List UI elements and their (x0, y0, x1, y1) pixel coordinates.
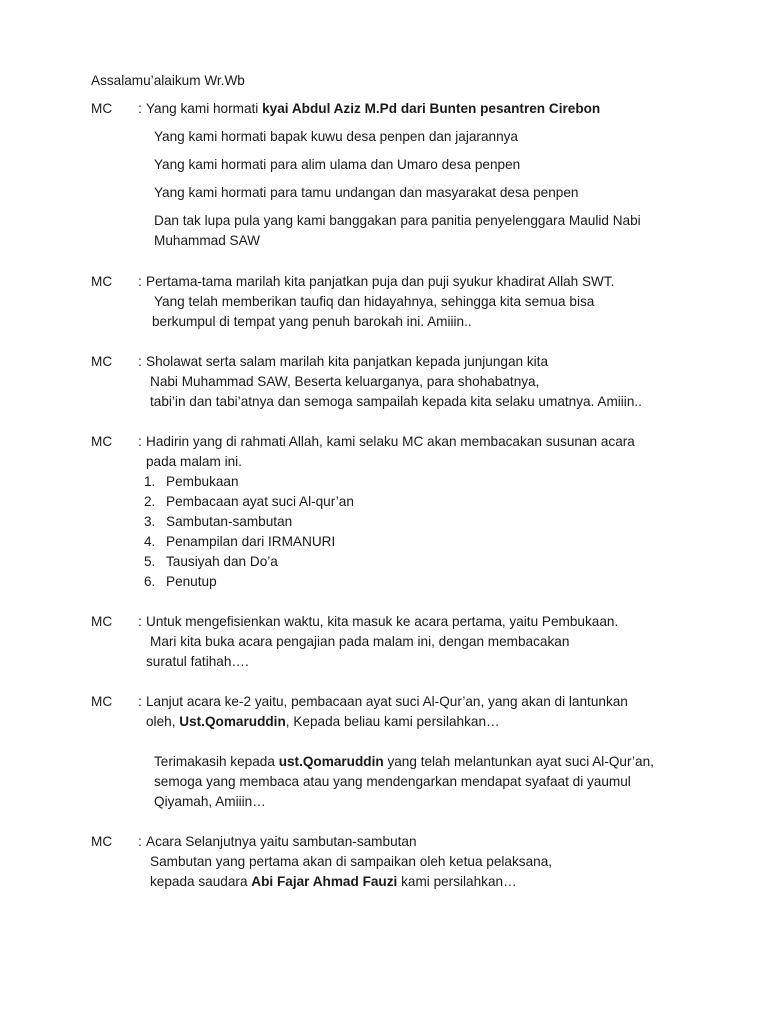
greeting: Assalamu’alaikum Wr.Wb (91, 73, 245, 88)
text-line: Untuk mengefisienkan waktu, kita masuk ke acara pertama, yaitu Pembukaan. (146, 614, 619, 629)
speaker-label: MC (91, 834, 113, 849)
colon: : (138, 614, 142, 629)
text-run: , Kepada beliau kami persilahkan… (285, 714, 500, 729)
text-line: Muhammad SAW (154, 233, 261, 248)
agenda-number: 1. (144, 474, 156, 489)
text-line: Sambutan yang pertama akan di sampaikan oleh ketua pelaksana, (150, 854, 553, 869)
agenda-number: 5. (144, 554, 156, 569)
text-line (146, 752, 741, 772)
agenda-number: 4. (144, 534, 156, 549)
text-run: yang telah melantunkan ayat suci Al-Qur’an, (383, 754, 654, 769)
colon: : (138, 434, 142, 449)
section-body (146, 272, 741, 332)
mc-section-5 (91, 612, 741, 676)
text-line: Qiyamah, Amiiin… (154, 794, 266, 809)
section-body (146, 612, 741, 672)
agenda-text: Penutup (166, 574, 217, 589)
speaker-label: MC (91, 101, 113, 116)
mc-section-4 (91, 432, 741, 596)
agenda-number: 6. (144, 574, 156, 589)
speaker-label: MC (91, 694, 113, 709)
text-line: Sholawat serta salam marilah kita panjatkan kepada junjungan kita (146, 354, 549, 369)
text-line (146, 99, 741, 119)
agenda-item (146, 472, 741, 492)
agenda-item (146, 552, 741, 572)
text-line (146, 872, 741, 892)
agenda-number: 3. (144, 514, 156, 529)
text-line: pada malam ini. (146, 454, 242, 469)
text-line: Dan tak lupa pula yang kami banggakan para panitia penyelenggara Maulid Nabi (154, 213, 641, 228)
colon: : (138, 354, 142, 369)
colon: : (138, 101, 142, 116)
agenda-item (146, 532, 741, 552)
speaker-label: MC (91, 354, 113, 369)
bold-text: Ust.Qomaruddin (179, 714, 286, 729)
colon: : (138, 274, 142, 289)
mc-section-3 (91, 352, 741, 416)
text-line: berkumpul di tempat yang penuh barokah ini. Amiiin.. (152, 314, 472, 329)
mc-section-2 (91, 272, 741, 336)
text-line: suratul fatihah…. (146, 654, 249, 669)
section-body (146, 352, 741, 412)
agenda-item (146, 492, 741, 512)
section-body (146, 832, 741, 892)
colon: : (138, 834, 142, 849)
mc-section-1 (91, 99, 741, 259)
text-line (146, 712, 741, 732)
agenda-item (146, 512, 741, 532)
text-run: Yang kami hormati (146, 101, 263, 116)
text-line: semoga yang membaca atau yang mendengarkan mendapat syafaat di yaumul (154, 774, 631, 789)
text-line: Yang kami hormati bapak kuwu desa penpen dan jajarannya (154, 129, 518, 144)
colon: : (138, 694, 142, 709)
agenda-text: Sambutan-sambutan (166, 514, 293, 529)
text-line: Hadirin yang di rahmati Allah, kami selaku MC akan membacakan susunan acara (146, 434, 635, 449)
speaker-label: MC (91, 274, 113, 289)
section-body (146, 99, 741, 251)
text-line: Yang kami hormati para tamu undangan dan masyarakat desa penpen (154, 185, 579, 200)
section-body (146, 432, 741, 592)
text-run: oleh, (146, 714, 180, 729)
text-line: Yang telah memberikan taufiq dan hidayahnya, sehingga kita semua bisa (154, 294, 595, 309)
agenda-number: 2. (144, 494, 156, 509)
mc-section-7 (91, 832, 741, 896)
bold-text: Abi Fajar Ahmad Fauzi (251, 874, 398, 889)
text-line: Lanjut acara ke-2 yaitu, pembacaan ayat suci Al-Qur’an, yang akan di lantunkan (146, 694, 628, 709)
agenda-text: Pembacaan ayat suci Al-qur’an (166, 494, 354, 509)
bold-text: ust.Qomaruddin (278, 754, 384, 769)
agenda-text: Pembukaan (166, 474, 239, 489)
speaker-label: MC (91, 614, 113, 629)
text-line: Acara Selanjutnya yaitu sambutan-sambutan (146, 834, 417, 849)
text-line: Pertama-tama marilah kita panjatkan puja dan puji syukur khadirat Allah SWT. (146, 274, 615, 289)
text-line: Yang kami hormati para alim ulama dan Umaro desa penpen (154, 157, 521, 172)
speaker-label: MC (91, 434, 113, 449)
section-body (146, 692, 741, 812)
text-line: Mari kita buka acara pengajian pada malam ini, dengan membacakan (150, 634, 570, 649)
agenda-text: Penampilan dari IRMANURI (166, 534, 336, 549)
bold-text: kyai Abdul Aziz M.Pd dari Bunten pesantren Cirebon (262, 101, 601, 116)
text-run: Terimakasih kepada (154, 754, 279, 769)
text-run: kepada saudara (150, 874, 252, 889)
agenda-text: Tausiyah dan Do’a (166, 554, 278, 569)
text-line: Nabi Muhammad SAW, Beserta keluarganya, para shohabatnya, (150, 374, 540, 389)
text-run: kami persilahkan… (397, 874, 517, 889)
agenda-item (146, 572, 741, 592)
agenda-list (146, 472, 741, 592)
text-line: tabi’in dan tabi’atnya dan semoga sampailah kepada kita selaku umatnya. Amiiin.. (150, 394, 642, 409)
mc-section-6 (91, 692, 741, 816)
